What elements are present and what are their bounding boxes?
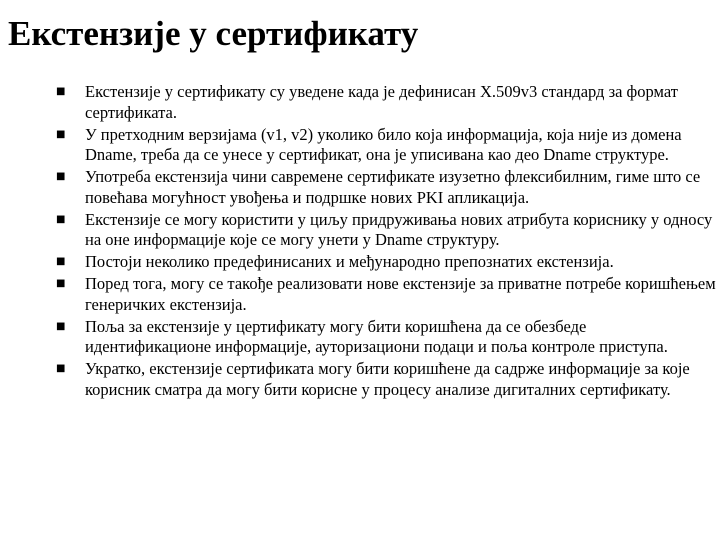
bullet-text: У претходним верзијама (v1, v2) уколико било која информација, која није из домена Dname, треба да се унесе у сертификат, она је уписивана као део Dname структуре. [85, 124, 682, 164]
square-bullet-icon: ■ [56, 363, 66, 374]
square-bullet-icon: ■ [56, 256, 66, 267]
list-item [56, 82, 716, 123]
bullet-text: Употреба екстензија чини савремене сертификате изузетно флексибилним, гиме што се повећава могућност увођења и подршке нових PKI апликација. [85, 167, 701, 207]
bullet-text: Поред тога, могу се такође реализовати нове екстензије за приватне потребе коришћењем генеричких екстензија. [85, 274, 716, 314]
bullet-text: Поља за екстензије у цертификату могу бити коришћена да се обезбеде идентификационе информације, ауторизациони подаци и поља контроле приступа. [85, 316, 668, 356]
square-bullet-icon: ■ [56, 278, 66, 289]
slide-title: Екстензије у сертификату [8, 14, 419, 53]
square-bullet-icon: ■ [56, 320, 66, 332]
list-item [56, 317, 716, 358]
list-item [56, 359, 716, 400]
list-item [56, 125, 716, 166]
bullet-list [56, 82, 716, 402]
square-bullet-icon: ■ [56, 86, 66, 97]
list-item [56, 167, 716, 208]
square-bullet-icon: ■ [56, 171, 66, 182]
square-bullet-icon: ■ [56, 213, 66, 225]
list-item [56, 274, 716, 315]
bullet-text: Екстензије у сертификату су уведене када је дефинисан X.509v3 стандард за формат сертификата. [85, 82, 678, 122]
list-item [56, 252, 716, 273]
bullet-text: Укратко, екстензије сертификата могу бити коришћене да садрже информације за које корисник сматра да могу бити корисне у процесу анализе дигиталних сертификату. [85, 359, 690, 399]
square-bullet-icon: ■ [56, 128, 66, 140]
list-item [56, 210, 716, 251]
bullet-text: Екстензије се могу користити у циљу придруживања нових атрибута кориснику у односу на оне информације које се могу унети у Dname структуру. [85, 209, 713, 249]
bullet-text: Постоји неколико предефинисаних и међународно препознатих екстензија. [85, 252, 614, 271]
